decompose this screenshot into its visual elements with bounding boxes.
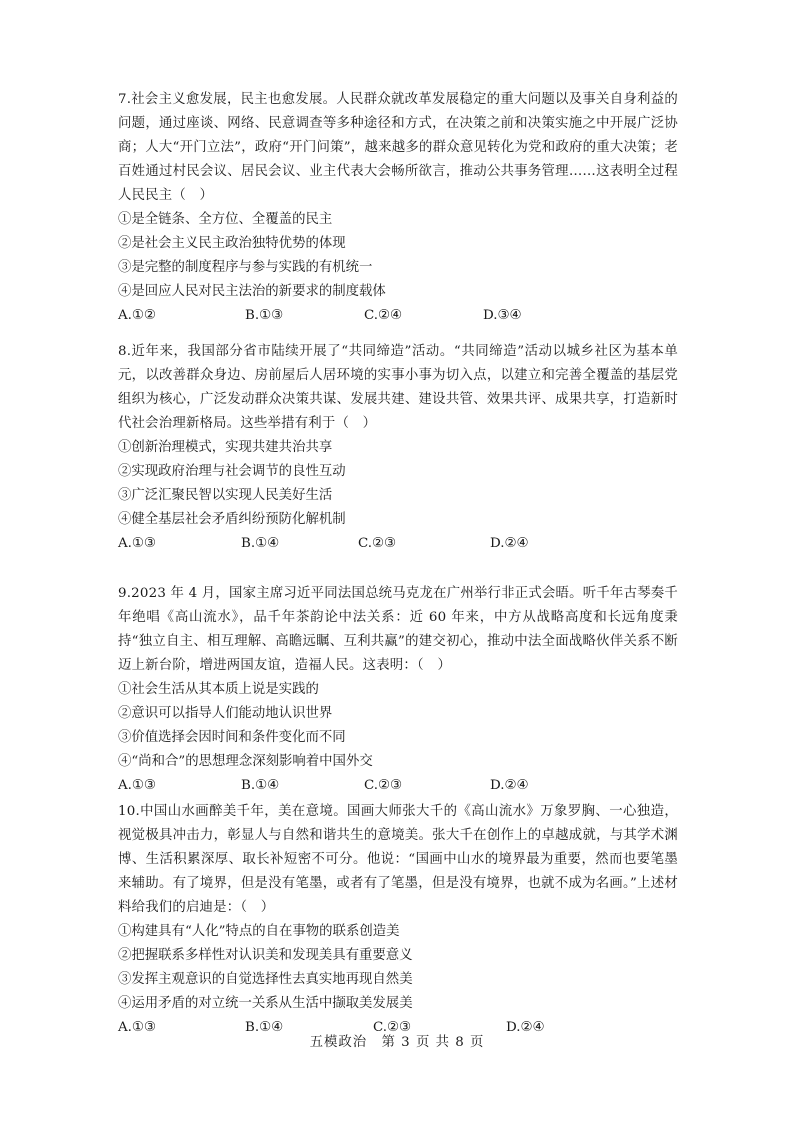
choice-a: A.①③ (118, 1020, 156, 1035)
choice-d: D.③④ (483, 308, 522, 323)
question-8 (118, 340, 678, 556)
option: ③价值选择会因时间和条件变化而不同 (118, 730, 346, 745)
question-stem: 7.社会主义愈发展，民主也愈发展。人民群众就改革发展稳定的重大问题以及事关自身利益的问题，通过座谈、网络、民意调查等多种途径和方式，在决策之前和决策实施之中开展广泛协商；人大“开门立法”，政府“开门问策”，越来越多的群众意见转化为党和政府的重大决策；老百姓通过村民会议、居民会议、业主代表大会畅所欲言，推动公共事务管理……这表明全过程人民民主（ ） (118, 92, 678, 203)
option: ④健全基层社会矛盾纠纷预防化解机制 (118, 512, 346, 527)
answer-choices (118, 304, 678, 328)
question-10 (118, 800, 678, 1040)
question-stem: 8.近年来，我国部分省市陆续开展了“共同缔造”活动。“共同缔造”活动以城乡社区为基本单元，以改善群众身边、房前屋后人居环境的实事小事为切入点，以建立和完善全覆盖的基层党组织为核心，广泛发动群众决策共谋、发展共建、建设共管、效果共评、成果共享，打造新时代社会治理新格局。这些举措有利于（ ） (118, 344, 678, 431)
answer-choices (118, 532, 678, 556)
choice-a: A.①③ (118, 536, 156, 551)
option: ①社会生活从其本质上说是实践的 (118, 682, 319, 697)
question-stem: 9.2023 年 4 月，国家主席习近平同法国总统马克龙在广州举行非正式会晤。听千年古琴奏千年绝唱《高山流水》，品千年茶韵论中法关系：近 60 年来，中方从战略高度和长远角度秉持“独立自主、相互理解、高瞻远瞩、互利共赢”的建交初心，推动中法全面战略伙伴关系不断迈上新台阶，增进两国友谊，造福人民。这表明：（ ） (118, 586, 678, 673)
choice-d: D.②④ (490, 778, 529, 793)
option: ①构建具有“人化”特点的自在事物的联系创造美 (118, 924, 400, 939)
option: ③是完整的制度程序与参与实践的有机统一 (118, 260, 373, 275)
choice-c: C.②③ (358, 536, 397, 551)
choice-c: C.②④ (364, 308, 403, 323)
answer-choices (118, 774, 678, 798)
choice-c: C.②③ (364, 778, 403, 793)
option: ②意识可以指导人们能动地认识世界 (118, 706, 333, 721)
option: ③发挥主观意识的自觉选择性去真实地再现自然美 (118, 972, 413, 987)
option: ①创新治理模式，实现共建共治共享 (118, 440, 333, 455)
choice-b: B.①④ (241, 778, 280, 793)
choice-a: A.①③ (118, 778, 156, 793)
option: ②是社会主义民主政治独特优势的体现 (118, 236, 346, 251)
choice-d: D.②④ (490, 536, 529, 551)
option: ④“尚和合”的思想理念深刻影响着中国外交 (118, 754, 373, 769)
question-stem: 10.中国山水画醉美千年，美在意境。国画大师张大千的《高山流水》万象罗胸、一心独造，视觉极具冲击力，彰显人与自然和谐共生的意境美。张大千在创作上的卓越成就，与其学术渊博、生活积累深厚、取长补短密不可分。他说：“国画中山水的境界最为重要，然而也要笔墨来辅助。有了境界，但是没有笔墨，或者有了笔墨，但是没有境界，也就不成为名画。”上述材料给我们的启迪是：（ ） (118, 804, 678, 915)
option: ②把握联系多样性对认识美和发现美具有重要意义 (118, 948, 413, 963)
option: ③广泛汇聚民智以实现人民美好生活 (118, 488, 333, 503)
choice-a: A.①② (118, 308, 156, 323)
choice-c: C.②③ (373, 1020, 412, 1035)
question-9 (118, 582, 678, 798)
choice-b: B.①③ (245, 308, 284, 323)
choice-d: D.②④ (506, 1020, 545, 1035)
choice-b: B.①④ (241, 536, 280, 551)
option: ④是回应人民对民主法治的新要求的制度载体 (118, 284, 386, 299)
option: ④运用矛盾的对立统一关系从生活中撷取美发展美 (118, 996, 413, 1011)
question-7 (118, 88, 678, 328)
option: ①是全链条、全方位、全覆盖的民主 (118, 212, 333, 227)
option: ②实现政府治理与社会调节的良性互动 (118, 464, 346, 479)
choice-b: B.①④ (245, 1020, 284, 1035)
page-footer: 五模政治 第 3 页 共 8 页 (309, 1035, 485, 1050)
